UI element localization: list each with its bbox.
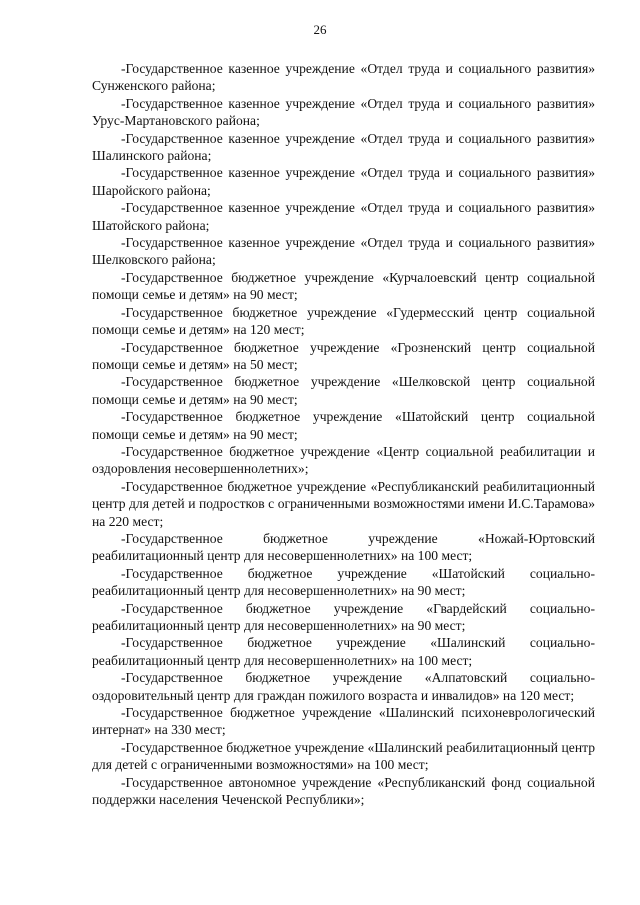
list-item: -Государственное бюджетное учреждение «Шелковской центр социальной помощи семье и детям» на 90 мест;: [92, 374, 595, 407]
list-item: -Государственное бюджетное учреждение «Центр социальной реабилитации и оздоровления несовершеннолетних»;: [92, 443, 595, 477]
page-number: 26: [313, 22, 327, 37]
list-item: -Государственное бюджетное учреждение «Шалинский реабилитационный центр для детей с ограниченными возможностями» на 100 мест;: [92, 739, 595, 773]
list-item: -Государственное бюджетное учреждение «Ножай-Юртовский реабилитационный центр для несовершеннолетних» на 100 мест;: [92, 530, 595, 564]
list-item: -Государственное автономное учреждение «Республиканский фонд социальной поддержки населения Чеченской Республики»;: [92, 774, 595, 808]
list-item: -Государственное казенное учреждение «Отдел труда и социального развития» Шалинского района;: [92, 130, 595, 164]
list-item: -Государственное казенное учреждение «Отдел труда и социального развития» Шелковского района;: [92, 235, 595, 268]
list-item: -Государственное казенное учреждение «Отдел труда и социального развития» Сунженского района;: [92, 61, 595, 94]
list-item: -Государственное казенное учреждение «Отдел труда и социального развития» Урус-Мартановского района;: [92, 95, 595, 129]
list-item: -Государственное бюджетное учреждение «Гвардейский социально-реабилитационный центр для несовершеннолетних» на 90 мест;: [92, 600, 595, 633]
institution-list: [92, 60, 595, 808]
list-item: -Государственное бюджетное учреждение «Шатойский социально-реабилитационный центр для несовершеннолетних» на 90 мест;: [92, 565, 595, 599]
list-item: -Государственное бюджетное учреждение «Гудермесский центр социальной помощи семье и детям» на 120 мест;: [92, 304, 595, 338]
list-item: -Государственное бюджетное учреждение «Шалинский психоневрологический интернат» на 330 мест;: [92, 705, 595, 738]
list-item: -Государственное бюджетное учреждение «Шатойский центр социальной помощи семье и детям» на 90 мест;: [92, 409, 595, 442]
list-item: -Государственное бюджетное учреждение «Алпатовский социально-оздоровительный центр для граждан пожилого возраста и инвалидов» на 120 мест;: [92, 670, 595, 703]
list-item: -Государственное казенное учреждение «Отдел труда и социального развития» Шаройского района;: [92, 165, 595, 198]
list-item: -Государственное бюджетное учреждение «Курчалоевский центр социальной помощи семье и детям» на 90 мест;: [92, 269, 595, 303]
list-item: -Государственное казенное учреждение «Отдел труда и социального развития» Шатойского района;: [92, 200, 595, 233]
list-item: -Государственное бюджетное учреждение «Грозненский центр социальной помощи семье и детям» на 50 мест;: [92, 339, 595, 372]
list-item: -Государственное бюджетное учреждение «Республиканский реабилитационный центр для детей и подростков с ограниченными возможностями имени И.С.Тарамова» на 220 мест;: [92, 478, 595, 529]
list-item: -Государственное бюджетное учреждение «Шалинский социально-реабилитационный центр для несовершеннолетних» на 100 мест;: [92, 635, 595, 668]
